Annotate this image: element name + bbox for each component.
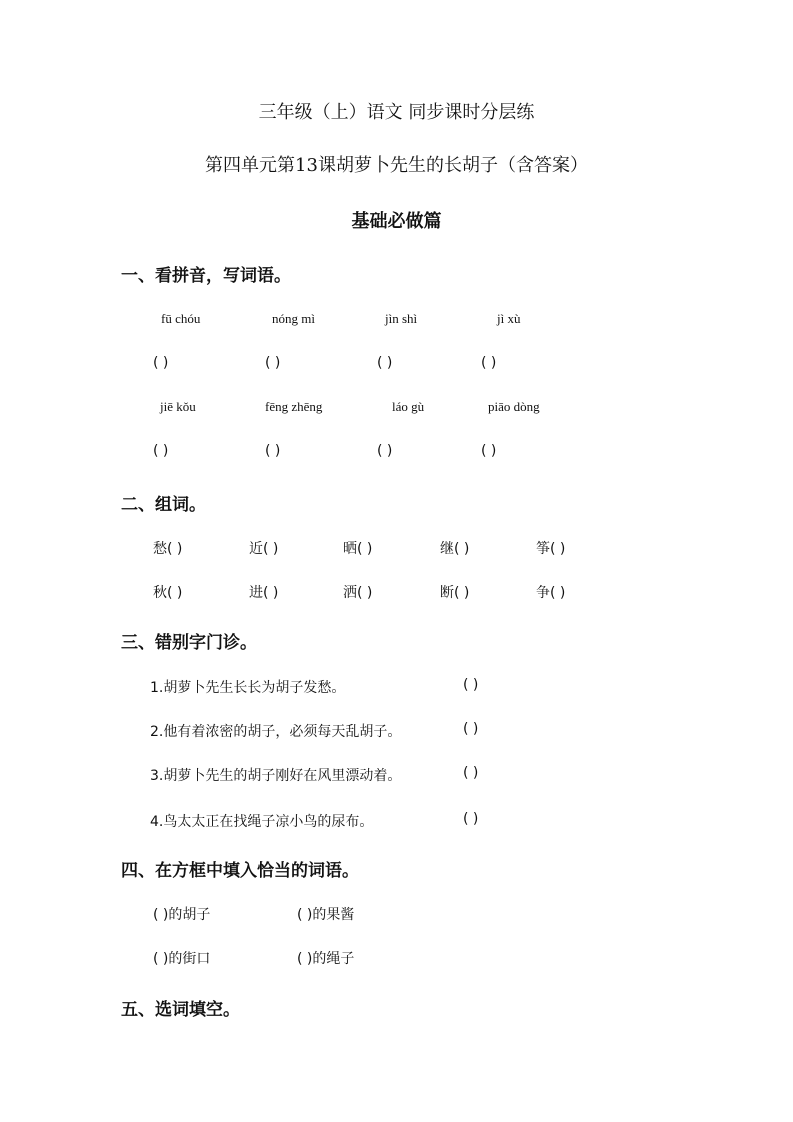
pinyin-item: fū chóu [161,311,201,326]
pinyin-item: jiē kǒu [160,399,196,414]
answer-blank[interactable]: ( ) [265,443,281,459]
answer-blank[interactable]: ( ) [463,811,479,827]
section-5-heading: 五、选词填空。 [121,1000,240,1020]
answer-blank[interactable]: ( ) [377,355,393,371]
pinyin-item: piāo dòng [488,399,540,414]
pinyin-item: jì xù [497,311,521,326]
answer-blank[interactable]: ( ) [265,355,281,371]
word-group-item[interactable]: 争( ) [536,585,566,601]
word-group-item[interactable]: 近( ) [249,541,279,557]
pinyin-item: jìn shì [385,311,418,326]
section-3-heading: 三、错别字门诊。 [121,633,257,653]
word-group-item[interactable]: 愁( ) [153,541,183,557]
word-group-item[interactable]: 筝( ) [536,541,566,557]
correction-item: 3.胡萝卜先生的胡子刚好在风里漂动着。 [150,768,402,784]
section-4-heading: 四、在方框中填入恰当的词语。 [121,861,359,881]
answer-blank[interactable]: ( ) [377,443,393,459]
word-group-item[interactable]: 洒( ) [343,585,373,601]
word-group-item[interactable]: 继( ) [440,541,470,557]
answer-blank[interactable]: ( ) [463,765,479,781]
lesson-title: 第四单元第13课胡萝卜先生的长胡子（含答案） [205,155,588,176]
fill-blank-item[interactable]: ( )的绳子 [297,951,355,967]
pinyin-item: fēng zhēng [265,399,323,414]
section-2-heading: 二、组词。 [121,495,206,515]
section-subtitle: 基础必做篇 [351,211,442,232]
answer-blank[interactable]: ( ) [463,677,479,693]
answer-blank[interactable]: ( ) [481,443,497,459]
answer-blank[interactable]: ( ) [153,355,169,371]
word-group-item[interactable]: 晒( ) [343,541,373,557]
section-1-heading: 一、看拼音，写词语。 [121,266,291,286]
word-group-item[interactable]: 进( ) [249,585,279,601]
word-group-item[interactable]: 秋( ) [153,585,183,601]
fill-blank-item[interactable]: ( )的胡子 [153,907,211,923]
pinyin-item: nóng mì [272,311,315,326]
correction-item: 4.鸟太太正在找绳子凉小鸟的尿布。 [150,814,374,830]
word-group-item[interactable]: 断( ) [440,585,470,601]
pinyin-item: láo gù [392,399,425,414]
answer-blank[interactable]: ( ) [481,355,497,371]
fill-blank-item[interactable]: ( )的街口 [153,951,211,967]
correction-item: 1.胡萝卜先生长长为胡子发愁。 [150,680,346,696]
page-title: 三年级（上）语文 同步课时分层练 [258,102,535,123]
answer-blank[interactable]: ( ) [153,443,169,459]
fill-blank-item[interactable]: ( )的果酱 [297,907,355,923]
answer-blank[interactable]: ( ) [463,721,479,737]
correction-item: 2.他有着浓密的胡子，必须每天乱胡子。 [150,724,402,740]
